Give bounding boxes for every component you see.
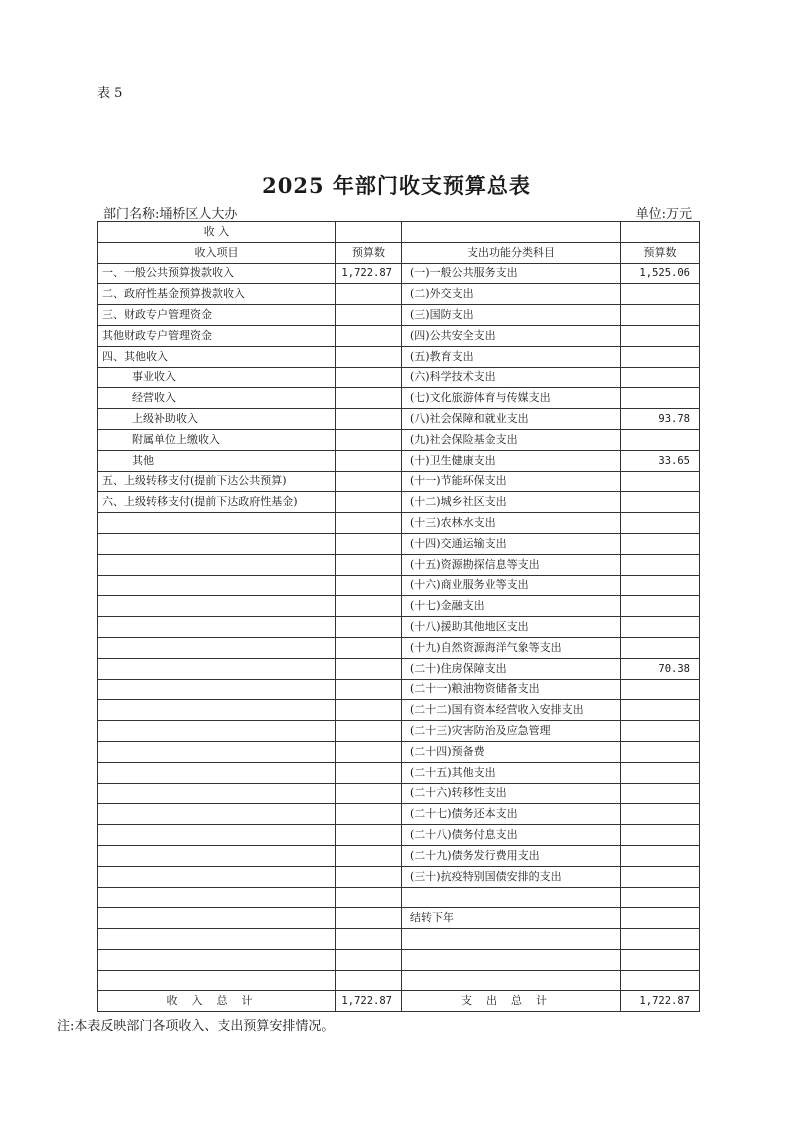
table-row: [98, 970, 700, 991]
income-amount-cell: [336, 575, 402, 596]
table-row: [98, 949, 700, 970]
expense-amount-cell: [621, 637, 700, 658]
income-item-cell: [98, 762, 336, 783]
expense-item-cell: (十八)援助其他地区支出: [402, 617, 621, 638]
income-amount-cell: [336, 388, 402, 409]
income-item-cell: [98, 679, 336, 700]
expense-amount-cell: [621, 825, 700, 846]
footnote: 注:本表反映部门各项收入、支出预算安排情况。: [57, 1019, 335, 1034]
expense-amount-cell: [621, 700, 700, 721]
expense-amount-cell: [621, 845, 700, 866]
income-amount-cell: [336, 471, 402, 492]
income-amount-cell: [336, 825, 402, 846]
income-item-cell: 六、上级转移支付(提前下达政府性基金): [98, 492, 336, 513]
table-row: [98, 533, 700, 554]
expense-item-cell: (十六)商业服务业等支出: [402, 575, 621, 596]
income-item-cell: [98, 741, 336, 762]
expense-item-cell: (九)社会保险基金支出: [402, 429, 621, 450]
page-title: 2025 年部门收支预算总表: [262, 173, 531, 198]
income-amount-cell: [336, 804, 402, 825]
table-row: [98, 700, 700, 721]
income-section-header: 收 入: [98, 222, 336, 243]
expense-item-cell: (二十四)预备费: [402, 741, 621, 762]
income-item-cell: [98, 513, 336, 534]
expense-item-cell: (二十八)债务付息支出: [402, 825, 621, 846]
income-amount-cell: [336, 658, 402, 679]
expense-item-cell: (二十三)灾害防治及应急管理: [402, 721, 621, 742]
expense-item-cell: (二十一)粮油物资储备支出: [402, 679, 621, 700]
table-row: [98, 346, 700, 367]
income-item-cell: [98, 804, 336, 825]
expense-item-cell: (一)一般公共服务支出: [402, 263, 621, 284]
income-item-cell: [98, 929, 336, 950]
expense-amount-cell: [621, 804, 700, 825]
income-amount-cell: [336, 429, 402, 450]
income-amount-cell: [336, 762, 402, 783]
table-row: [98, 409, 700, 430]
table-row: [98, 825, 700, 846]
expense-item-cell: (五)教育支出: [402, 346, 621, 367]
expense-amount-cell: 1,525.06: [621, 263, 700, 284]
expense-item-cell: (二十七)债务还本支出: [402, 804, 621, 825]
table-row: [98, 429, 700, 450]
table-row: [98, 367, 700, 388]
income-item-cell: [98, 617, 336, 638]
income-item-cell: [98, 575, 336, 596]
income-item-cell: 事业收入: [98, 367, 336, 388]
table-row: [98, 804, 700, 825]
income-item-cell: [98, 825, 336, 846]
table-row: [98, 471, 700, 492]
header-blank-cell: [402, 222, 621, 243]
expense-amount-cell: [621, 346, 700, 367]
income-item-cell: 其他: [98, 450, 336, 471]
income-item-cell: [98, 845, 336, 866]
expense-item-cell: [402, 929, 621, 950]
budget-table: [97, 221, 700, 1012]
table-row: [98, 305, 700, 326]
expense-amount-cell: [621, 783, 700, 804]
income-amount-cell: [336, 533, 402, 554]
table-row: [98, 783, 700, 804]
income-amount-header: 预算数: [336, 242, 402, 263]
income-total-label: 收入总计: [98, 991, 336, 1012]
income-total-amount: 1,722.87: [336, 991, 402, 1012]
header-blank-cell: [621, 222, 700, 243]
income-item-cell: [98, 866, 336, 887]
income-item-cell: [98, 908, 336, 929]
income-amount-cell: [336, 450, 402, 471]
column-header-row: [98, 242, 700, 263]
income-item-cell: [98, 887, 336, 908]
expense-item-cell: (十五)资源勘探信息等支出: [402, 554, 621, 575]
table-row: [98, 284, 700, 305]
expense-item-cell: (二十二)国有资本经营收入安排支出: [402, 700, 621, 721]
table-row: [98, 929, 700, 950]
table-row: [98, 741, 700, 762]
expense-item-cell: (四)公共安全支出: [402, 325, 621, 346]
income-item-cell: 经营收入: [98, 388, 336, 409]
expense-amount-cell: [621, 305, 700, 326]
expense-item-cell: (三)国防支出: [402, 305, 621, 326]
table-number-label: 表 5: [97, 86, 123, 101]
expense-item-cell: (六)科学技术支出: [402, 367, 621, 388]
expense-item-cell: 结转下年: [402, 908, 621, 929]
department-name: 部门名称:埇桥区人大办: [103, 207, 238, 222]
income-item-cell: [98, 637, 336, 658]
expense-amount-cell: [621, 325, 700, 346]
income-amount-cell: [336, 284, 402, 305]
table-row: [98, 845, 700, 866]
expense-item-cell: (十)卫生健康支出: [402, 450, 621, 471]
income-item-cell: 四、其他收入: [98, 346, 336, 367]
table-row: [98, 887, 700, 908]
table-row: [98, 908, 700, 929]
income-item-cell: 三、财政专户管理资金: [98, 305, 336, 326]
income-amount-cell: [336, 887, 402, 908]
expense-amount-cell: [621, 949, 700, 970]
expense-amount-cell: [621, 762, 700, 783]
expense-total-label: 支出总计: [402, 991, 621, 1012]
expense-item-cell: (七)文化旅游体育与传媒支出: [402, 388, 621, 409]
income-item-cell: 附属单位上缴收入: [98, 429, 336, 450]
expense-amount-cell: [621, 284, 700, 305]
expense-amount-cell: [621, 741, 700, 762]
expense-amount-cell: [621, 617, 700, 638]
income-amount-cell: [336, 929, 402, 950]
income-amount-cell: [336, 554, 402, 575]
expense-amount-cell: [621, 492, 700, 513]
income-item-cell: [98, 721, 336, 742]
expense-amount-cell: [621, 513, 700, 534]
income-amount-cell: [336, 741, 402, 762]
table-row: [98, 721, 700, 742]
income-amount-cell: [336, 908, 402, 929]
income-item-cell: [98, 970, 336, 991]
expense-amount-cell: [621, 554, 700, 575]
income-item-cell: 五、上级转移支付(提前下达公共预算): [98, 471, 336, 492]
income-header-row: [98, 222, 700, 243]
income-item-cell: [98, 596, 336, 617]
income-item-cell: 其他财政专户管理资金: [98, 325, 336, 346]
expense-item-cell: (三十)抗疫特别国债安排的支出: [402, 866, 621, 887]
income-item-cell: [98, 533, 336, 554]
expense-amount-cell: [621, 887, 700, 908]
table-row: [98, 866, 700, 887]
income-amount-cell: [336, 721, 402, 742]
expense-item-cell: (十二)城乡社区支出: [402, 492, 621, 513]
income-item-cell: 上级补助收入: [98, 409, 336, 430]
income-item-header: 收入项目: [98, 242, 336, 263]
expense-item-cell: (八)社会保障和就业支出: [402, 409, 621, 430]
expense-total-amount: 1,722.87: [621, 991, 700, 1012]
income-item-cell: [98, 949, 336, 970]
table-row: [98, 388, 700, 409]
table-row: [98, 617, 700, 638]
income-amount-cell: [336, 346, 402, 367]
expense-amount-cell: [621, 429, 700, 450]
expense-amount-cell: [621, 596, 700, 617]
income-amount-cell: [336, 637, 402, 658]
table-row: [98, 679, 700, 700]
table-row: [98, 263, 700, 284]
expense-item-cell: [402, 970, 621, 991]
expense-amount-cell: [621, 388, 700, 409]
table-row: [98, 325, 700, 346]
header-blank-cell: [336, 222, 402, 243]
table-row: [98, 513, 700, 534]
unit-label: 单位:万元: [635, 207, 692, 222]
expense-item-cell: (十七)金融支出: [402, 596, 621, 617]
expense-item-cell: (二十)住房保障支出: [402, 658, 621, 679]
income-amount-cell: [336, 409, 402, 430]
expense-amount-cell: [621, 866, 700, 887]
income-amount-cell: [336, 367, 402, 388]
income-amount-cell: 1,722.87: [336, 263, 402, 284]
expense-amount-cell: [621, 533, 700, 554]
expense-item-cell: (二十五)其他支出: [402, 762, 621, 783]
income-amount-cell: [336, 700, 402, 721]
income-amount-cell: [336, 949, 402, 970]
expense-amount-cell: [621, 575, 700, 596]
expense-amount-cell: [621, 721, 700, 742]
income-item-cell: [98, 700, 336, 721]
table-row: [98, 637, 700, 658]
expense-item-cell: (十三)农林水支出: [402, 513, 621, 534]
income-item-cell: [98, 658, 336, 679]
income-amount-cell: [336, 305, 402, 326]
income-amount-cell: [336, 492, 402, 513]
expense-item-header: 支出功能分类科目: [402, 242, 621, 263]
expense-item-cell: (十四)交通运输支出: [402, 533, 621, 554]
expense-amount-cell: [621, 471, 700, 492]
expense-amount-cell: [621, 908, 700, 929]
expense-item-cell: (二十九)债务发行费用支出: [402, 845, 621, 866]
income-amount-cell: [336, 679, 402, 700]
income-amount-cell: [336, 513, 402, 534]
expense-amount-cell: [621, 367, 700, 388]
table-row: [98, 575, 700, 596]
income-amount-cell: [336, 783, 402, 804]
expense-amount-cell: [621, 929, 700, 950]
table-row: [98, 596, 700, 617]
expense-item-cell: (十九)自然资源海洋气象等支出: [402, 637, 621, 658]
expense-amount-header: 预算数: [621, 242, 700, 263]
income-item-cell: 一、一般公共预算拨款收入: [98, 263, 336, 284]
expense-amount-cell: 33.65: [621, 450, 700, 471]
income-amount-cell: [336, 325, 402, 346]
income-amount-cell: [336, 617, 402, 638]
expense-item-cell: [402, 887, 621, 908]
income-item-cell: 二、政府性基金预算拨款收入: [98, 284, 336, 305]
expense-amount-cell: [621, 970, 700, 991]
expense-item-cell: (二)外交支出: [402, 284, 621, 305]
income-amount-cell: [336, 866, 402, 887]
income-amount-cell: [336, 845, 402, 866]
table-row: [98, 762, 700, 783]
expense-item-cell: (十一)节能环保支出: [402, 471, 621, 492]
income-amount-cell: [336, 970, 402, 991]
expense-item-cell: (二十六)转移性支出: [402, 783, 621, 804]
expense-amount-cell: 70.38: [621, 658, 700, 679]
expense-item-cell: [402, 949, 621, 970]
table-row: [98, 492, 700, 513]
expense-amount-cell: [621, 679, 700, 700]
income-item-cell: [98, 554, 336, 575]
totals-row: [98, 991, 700, 1012]
table-row: [98, 658, 700, 679]
table-row: [98, 554, 700, 575]
expense-amount-cell: 93.78: [621, 409, 700, 430]
income-item-cell: [98, 783, 336, 804]
income-amount-cell: [336, 596, 402, 617]
table-row: [98, 450, 700, 471]
